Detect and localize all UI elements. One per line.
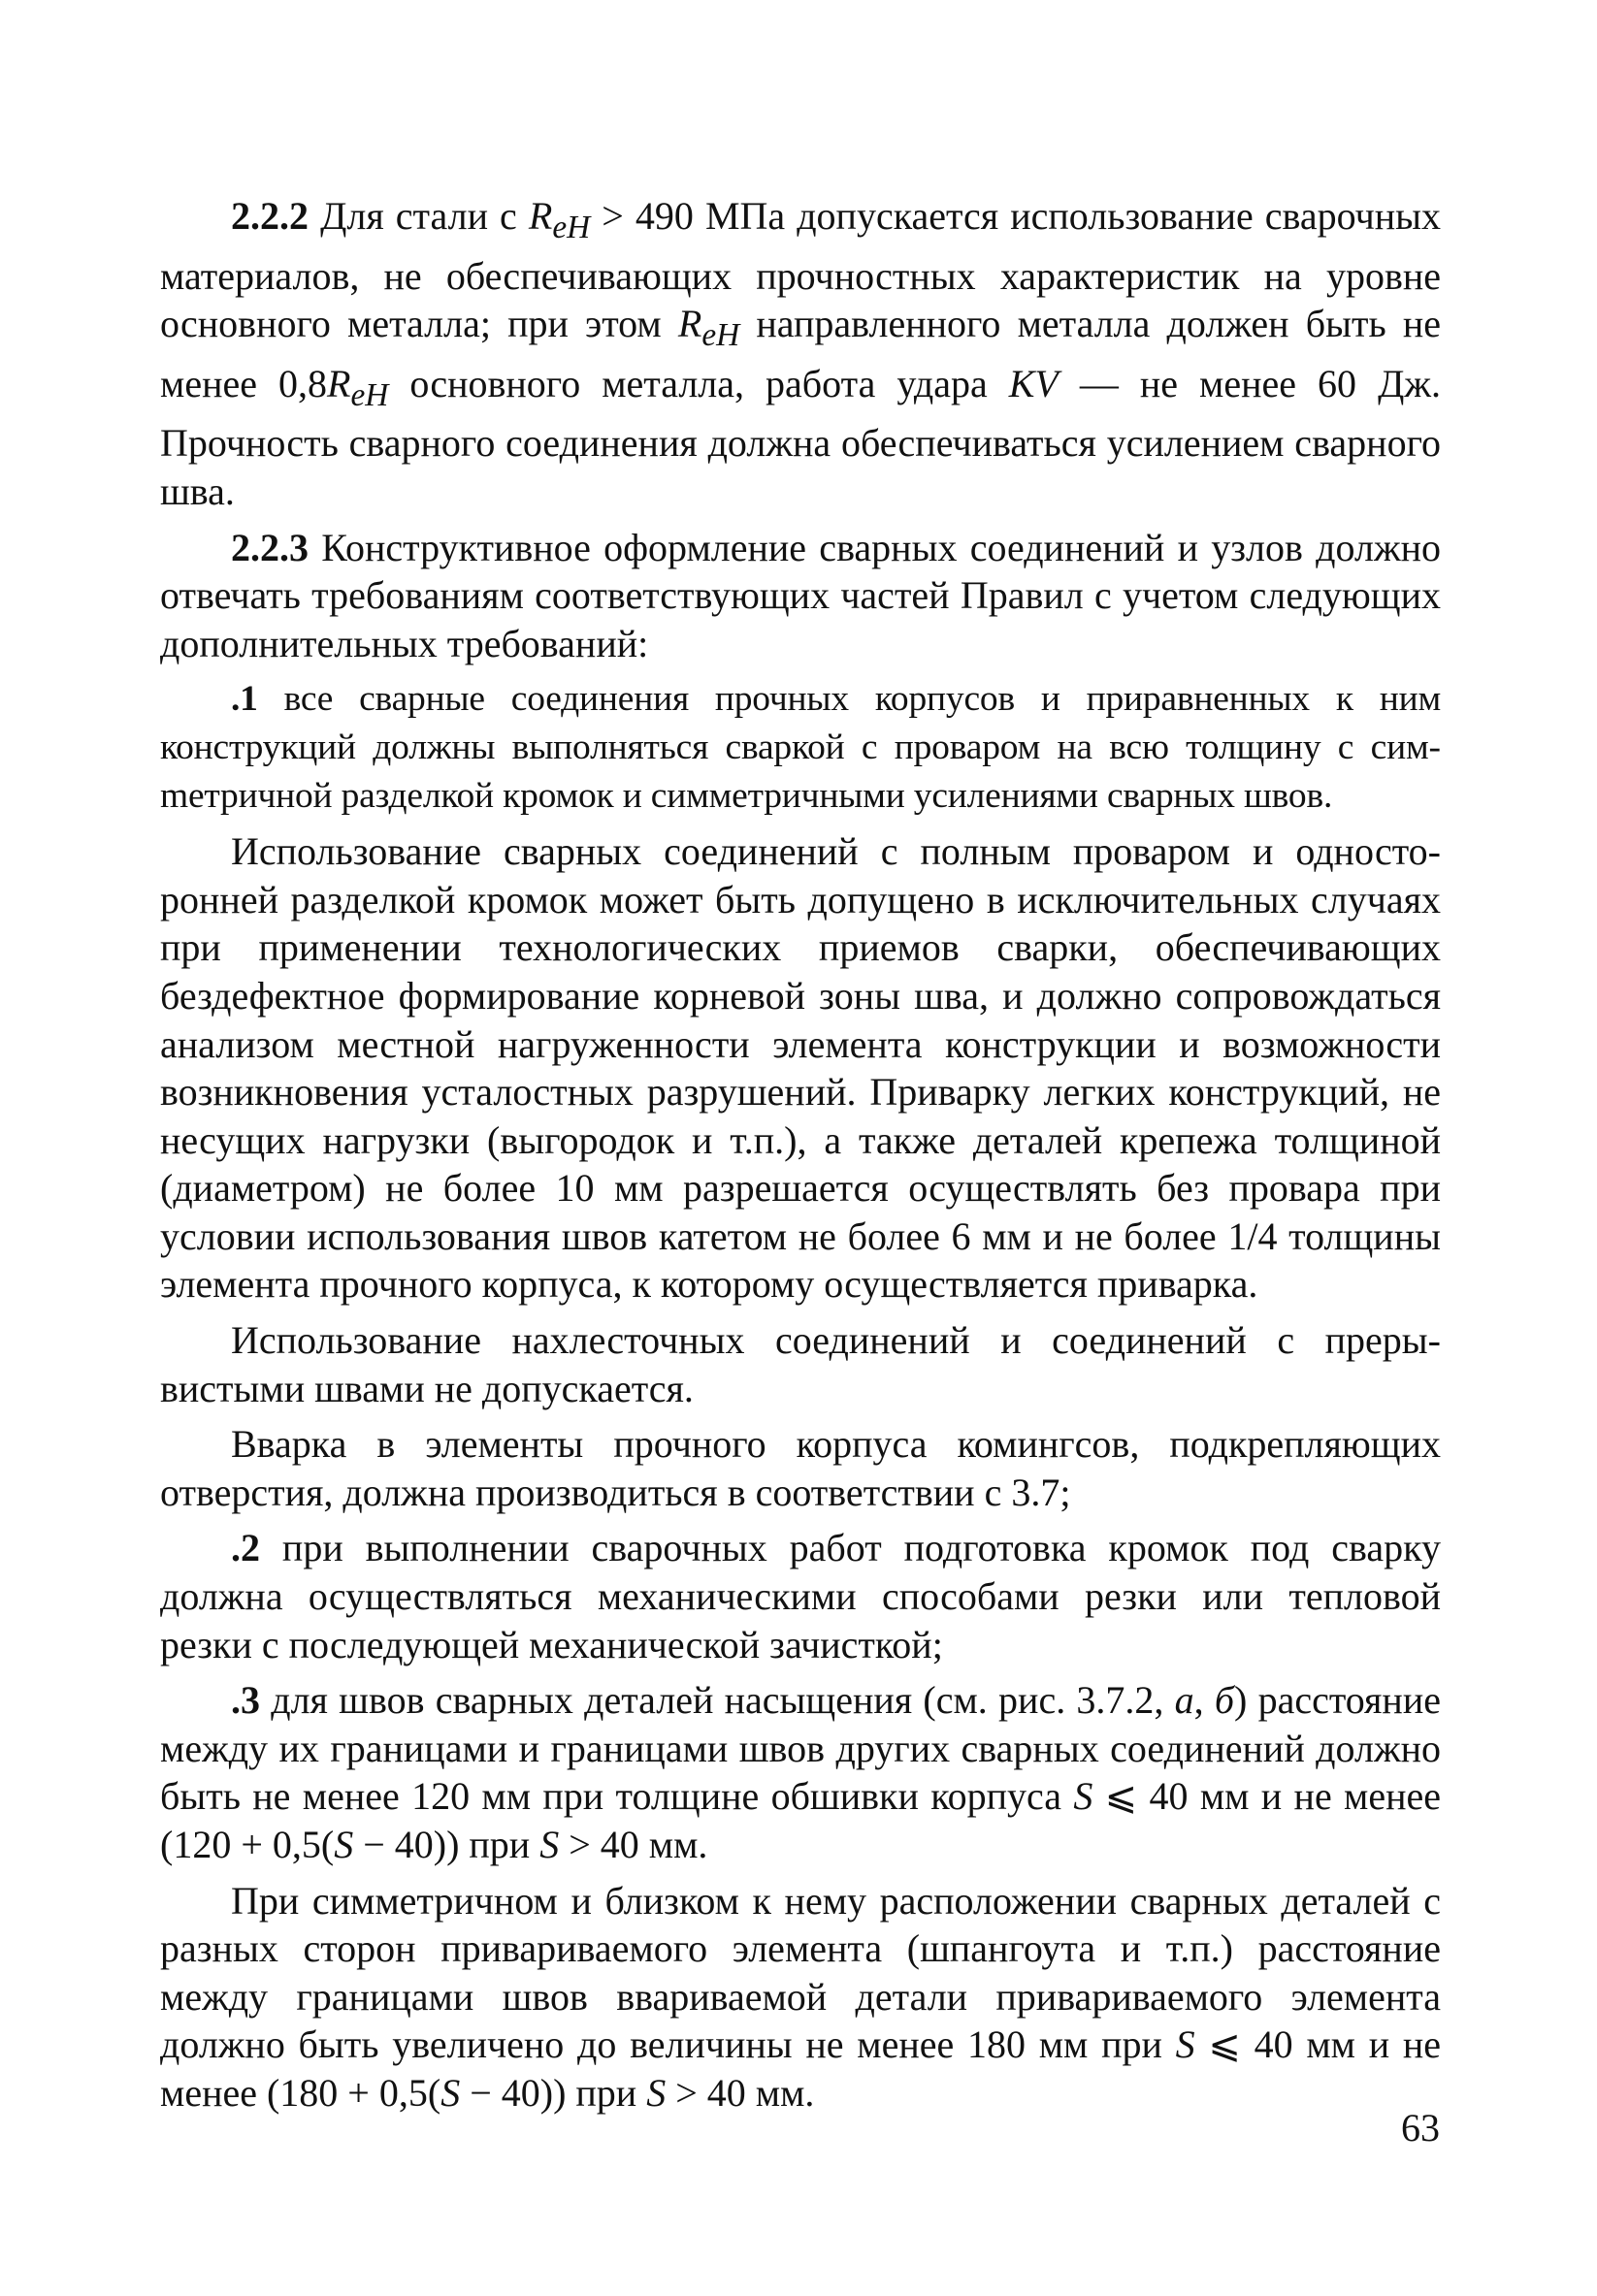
italic-text: R <box>528 194 553 238</box>
paragraph-symmetric-parts: При симметричном и близком к нему расположении сварных деталей с разных сторон привариваемого элемента (шпангоута и т.п.) расстояние между границами швов ввариваемой детали привариваемого элемента должно быть увеличено до величины не менее 180 мм при S ⩽ 40 мм и не менее (180 + 0,5(S − 40)) при S > 40 мм. <box>160 1878 1441 2115</box>
subscript-text: eH <box>350 376 389 413</box>
paragraph-number: .1 <box>231 679 258 720</box>
page-number: 63 <box>1401 2106 1440 2150</box>
italic-text: S <box>1073 1774 1093 1819</box>
paragraph-lap-joints: Использование нахлесточных соединений и соединений с прерывистыми швами не допускается. <box>160 1318 1441 1410</box>
italic-text: S <box>1175 2022 1195 2067</box>
paragraph-2-2-2: 2.2.2 Для стали с $R_{eH} > 490$ МПа допускается использование сварочных материалов, не обеспечивающих прочностных характеристик на уровне основного металла; при этом $R_{eH}$ направленного металла должен быть не менее $0,8R_{eH}$ основного металла, работа удара KV — не менее 60 Дж. Прочность сварного соединения должна обеспечиваться усилением сварного шва. <box>160 194 1442 513</box>
paragraph-number: .2 <box>231 1526 260 1570</box>
italic-text: S <box>334 1823 354 1866</box>
paragraph-2-2-3: 2.2.3 Конструктивное оформление сварных соединений и узлов должно отвечать требованиям соответствующих частей Правил с учетом следующих дополнительных требований: <box>160 525 1441 665</box>
italic-text: S <box>646 2070 667 2115</box>
paragraph-number: 2.2.3 <box>231 525 309 569</box>
subscript-text: eH <box>701 317 740 354</box>
subscript-text: eH <box>552 210 591 245</box>
italic-text: KV <box>1008 361 1059 405</box>
italic-text: S <box>539 1823 560 1866</box>
italic-text: R <box>327 361 351 405</box>
italic-text: R <box>677 302 702 346</box>
paragraph-number: .3 <box>231 1678 260 1723</box>
page-body <box>160 192 1441 2125</box>
paragraph-one-sided-welding: Использование сварных соединений с полным проваром и односторонней разделкой кромок может быть допущено в исключительных случаях при применении технологических приемов сварки, обеспечивающих бездефектное формирование корневой зоны шва, и должно сопровождаться анализом местной нагруженности элемента конструкции и возможности возникновения усталостных разрушений. Приварку легких конструкций, не несущих нагрузки (выгородок и т.п.), а также деталей крепежа толщиной (диаметром) не более 10 мм разрешается осуществлять без провара при условии использования швов катетом не более 6 мм и не более 1/4 толщины элемента прочного корпуса, к которому осуществляется приварка. <box>160 829 1441 1307</box>
italic-text: S <box>440 2070 461 2115</box>
list-item-2: .2 при выполнении сварочных работ подготовка кромок под сварку должна осуществляться механическими способами резки или тепловой резки с последующей механической зачисткой; <box>160 1526 1441 1666</box>
paragraph-coaming-welding: Вварка в элементы прочного корпуса комингсов, подкрепляющих отверстия, должна производиться в соответствии с 3.7; <box>160 1422 1441 1514</box>
italic-text: б <box>1214 1678 1235 1723</box>
list-item-1: .1 все сварные соединения прочных корпусов и приравненных к ним конструкций должны выполняться сваркой с проваром на всю толщину с симmетричной разделкой кромок и симметричными усилениями сварных швов. <box>160 679 1441 816</box>
list-item-3: .3 для швов сварных деталей насыщения (см. рис. 3.7.2, а, б) расстояние между их границами и границами швов других сварных соединений должно быть не менее 120 мм при толщине обшивки корпуса S ⩽ 40 мм и не менее (120 + 0,5(S − 40)) при S > 40 мм. <box>160 1678 1442 1866</box>
italic-text: а <box>1174 1678 1194 1723</box>
paragraph-number: 2.2.2 <box>231 194 309 238</box>
